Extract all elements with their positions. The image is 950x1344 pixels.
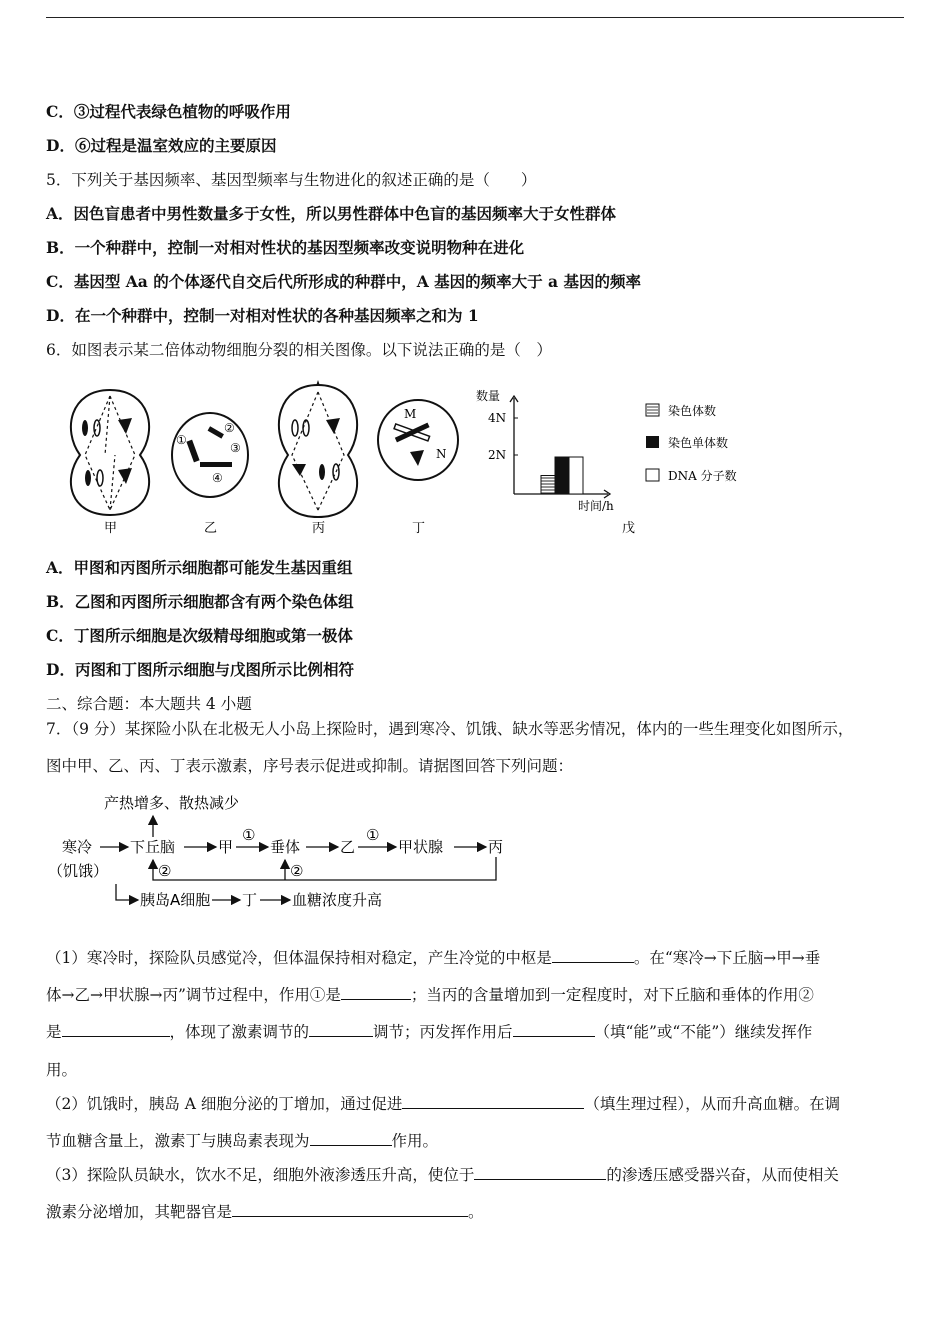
legend-chromosome: 染色体数 xyxy=(668,404,717,418)
q7-part3-line2 xyxy=(46,1202,484,1222)
yi-mark-1: ① xyxy=(176,433,187,447)
q7-part2-line1 xyxy=(46,1094,840,1114)
yi-mark-3: ③ xyxy=(230,441,241,455)
blank-regulation-type[interactable] xyxy=(309,1022,373,1037)
blank-physiological-process[interactable] xyxy=(402,1094,584,1109)
x-axis-label: 时间/h xyxy=(578,499,614,513)
feedback-hypo xyxy=(153,857,496,880)
prev-option-c: C．③过程代表绿色植物的呼吸作用 xyxy=(46,102,291,121)
q7-p1-text-c: 体→乙→甲状腺→丙”调节过程中，作用①是 xyxy=(46,986,341,1004)
label-yi: 乙 xyxy=(204,521,218,536)
label-wu: 戊 xyxy=(622,521,636,536)
q7-part2-line2 xyxy=(46,1131,438,1151)
blank-effect-1[interactable] xyxy=(341,985,411,1000)
q7-p1-text-f: ，体现了激素调节的 xyxy=(169,1023,310,1041)
label-ding: 丁 xyxy=(412,521,426,536)
q7-part1-line2 xyxy=(46,985,814,1005)
tick-label-2n: 2N xyxy=(488,448,507,462)
q7-stem-2: 图中甲、乙、丙、丁表示激素，序号表示促进或抑制。请据图回答下列问题： xyxy=(46,757,574,775)
q7-p3-text-d: 。 xyxy=(468,1203,484,1221)
q6-option-a: A．甲图和丙图所示细胞都可能发生基因重组 xyxy=(46,558,353,577)
q5-option-c: C．基因型 Aa 的个体逐代自交后代所形成的种群中，A 基因的频率大于 a 基因的频率 xyxy=(46,272,641,291)
q7-p1-text-d: ；当丙的含量增加到一定程度时，对下丘脑和垂体的作用② xyxy=(410,986,814,1004)
blank-hormone-relation[interactable] xyxy=(310,1131,392,1146)
q6-option-c: C．丁图所示细胞是次级精母细胞或第一极体 xyxy=(46,626,353,645)
legend-dna: DNA 分子数 xyxy=(668,469,737,483)
flow-pituitary: 垂体 xyxy=(270,838,301,856)
label-bing: 丙 xyxy=(312,521,326,536)
flow-ding: 丁 xyxy=(242,891,258,909)
q7-p1-text-i: 用。 xyxy=(46,1061,78,1079)
flow-hypothalamus: 下丘脑 xyxy=(130,838,176,856)
ding-mark-m: M xyxy=(404,407,417,421)
flow-hunger: （饥饿） xyxy=(48,862,109,880)
flow-top: 产热增多、散热减少 xyxy=(104,794,240,812)
q7-p3-text-c: 激素分泌增加，其靶器官是 xyxy=(46,1203,233,1221)
q5-option-b: B．一个种群中，控制一对相对性状的基因型频率改变说明物种在进化 xyxy=(46,238,525,257)
flow-glucose: 血糖浓度升高 xyxy=(292,891,383,909)
flow-bing: 丙 xyxy=(488,838,504,856)
q7-p1-text-b: 。在“寒冷→下丘脑→甲→垂 xyxy=(633,949,821,967)
blank-receptor-location[interactable] xyxy=(474,1165,606,1180)
ding-mark-n: N xyxy=(436,447,447,461)
q7-p1-text-e: 是 xyxy=(46,1023,62,1041)
flow-thyroid: 甲状腺 xyxy=(398,838,444,856)
flow-mark2-b: ② xyxy=(290,862,304,880)
q7-part1-line3 xyxy=(46,1022,812,1042)
flow-mark1-a: ① xyxy=(242,826,256,844)
q7-p3-text-a: （3）探险队员缺水，饮水不足，细胞外液渗透压升高，使位于 xyxy=(46,1166,475,1184)
q5-option-a: A．因色盲患者中男性数量多于女性，所以男性群体中色盲的基因频率大于女性群体 xyxy=(46,204,617,223)
flow-islet: 胰岛A细胞 xyxy=(140,891,211,909)
q6-stem: 6．如图表示某二倍体动物细胞分裂的相关图像。以下说法正确的是（ ） xyxy=(46,341,552,359)
q5-option-d: D．在一个种群中，控制一对相对性状的各种基因频率之和为 1 xyxy=(46,306,479,325)
yi-mark-4: ④ xyxy=(212,471,223,485)
y-axis-label: 数量 xyxy=(476,389,501,403)
flow-yi: 乙 xyxy=(340,838,356,856)
q7-p1-text-h: （填“能”或“不能”）继续发挥作 xyxy=(594,1023,813,1041)
q7-p1-text-a: （1）寒冷时，探险队员感觉冷，但体温保持相对稳定，产生冷觉的中枢是 xyxy=(46,949,552,967)
q7-p2-text-b: （填生理过程），从而升高血糖。在调 xyxy=(584,1095,841,1113)
blank-cold-center[interactable] xyxy=(552,948,634,963)
legend-chromatid: 染色单体数 xyxy=(668,436,729,450)
q7-p3-text-b: 的渗透压感受器兴奋，从而使相关 xyxy=(606,1166,839,1184)
q7-p2-text-d: 作用。 xyxy=(391,1132,439,1150)
tick-label-4n: 4N xyxy=(488,411,507,425)
blank-target-organ[interactable] xyxy=(232,1202,468,1217)
prev-option-d: D．⑥过程是温室效应的主要原因 xyxy=(46,136,277,155)
section2-title: 二、综合题：本大题共 4 小题 xyxy=(46,695,252,713)
q5-stem: 5．下列关于基因频率、基因型频率与生物进化的叙述正确的是（ ） xyxy=(46,171,537,189)
blank-can-continue[interactable] xyxy=(513,1022,595,1037)
label-jia: 甲 xyxy=(104,521,118,536)
flow-jia: 甲 xyxy=(218,838,234,856)
flow-mark2-a: ② xyxy=(158,862,172,880)
yi-mark-2: ② xyxy=(224,421,235,435)
arrow-hunger-islet xyxy=(116,884,138,900)
blank-effect-2[interactable] xyxy=(62,1022,170,1037)
q6-option-d: D．丙图和丁图所示细胞与戊图所示比例相符 xyxy=(46,660,354,679)
q7-stem-1: 7．（9 分）某探险小队在北极无人小岛上探险时，遇到寒冷、饥饿、缺水等恶劣情况，体内的一些生理变化如图所示， xyxy=(46,720,854,738)
q6-option-b: B．乙图和丙图所示细胞都含有两个染色体组 xyxy=(46,592,354,611)
q7-part3-line1 xyxy=(46,1165,839,1185)
q7-part1-line1 xyxy=(46,948,820,968)
flow-mark1-b: ① xyxy=(366,826,380,844)
q7-p2-text-c: 节血糖含量上，激素丁与胰岛素表现为 xyxy=(46,1132,310,1150)
flow-cold: 寒冷 xyxy=(62,838,93,856)
q7-p1-text-g: 调节；丙发挥作用后 xyxy=(373,1023,513,1041)
q7-p2-text-a: （2）饥饿时，胰岛 A 细胞分泌的丁增加，通过促进 xyxy=(46,1095,403,1113)
